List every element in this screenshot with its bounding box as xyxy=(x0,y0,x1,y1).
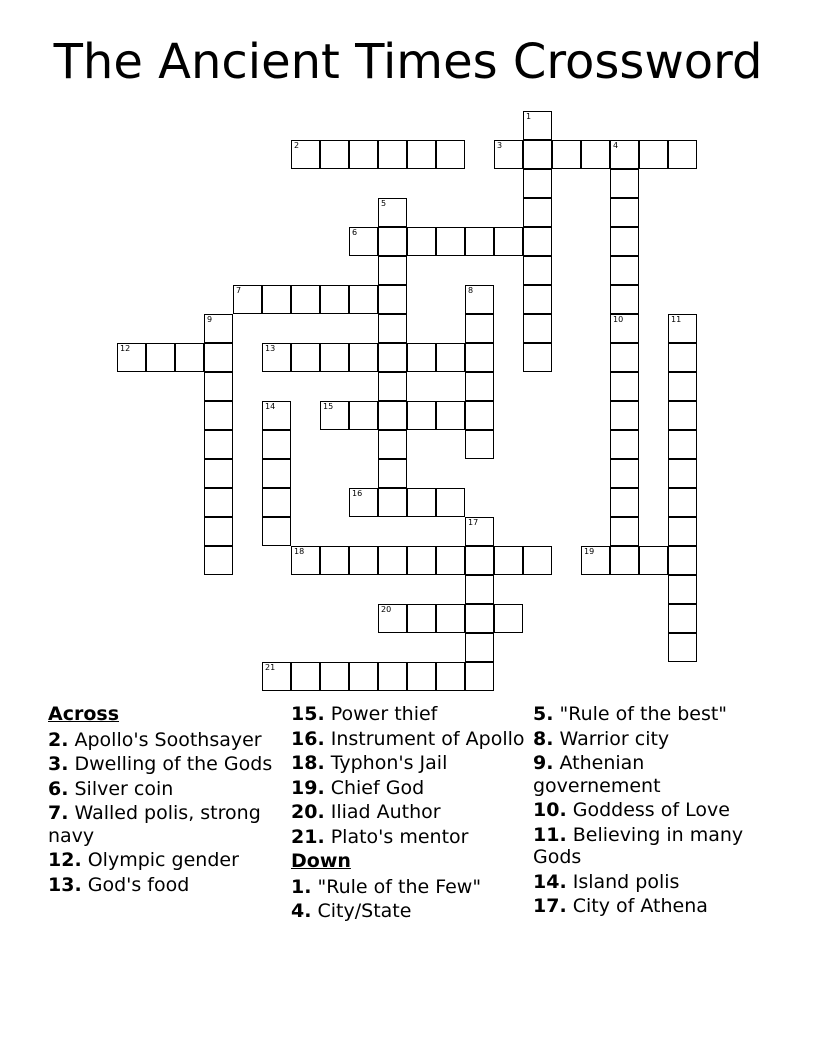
grid-cell[interactable] xyxy=(233,285,262,314)
clue-across-2: 2. Apollo's Soothsayer xyxy=(48,728,262,751)
grid-cell[interactable] xyxy=(378,546,407,575)
grid-cell[interactable] xyxy=(320,285,349,314)
grid-cell[interactable] xyxy=(610,198,639,227)
grid-cell[interactable] xyxy=(262,285,291,314)
cell-number: 18 xyxy=(294,547,305,556)
grid-cell[interactable] xyxy=(668,633,697,662)
grid-cell[interactable] xyxy=(378,198,407,227)
grid-cell[interactable] xyxy=(610,285,639,314)
grid-cell[interactable] xyxy=(175,343,204,372)
grid-cell[interactable] xyxy=(436,401,465,430)
grid-cell[interactable] xyxy=(204,372,233,401)
grid-cell[interactable] xyxy=(378,401,407,430)
grid-cell[interactable] xyxy=(523,343,552,372)
grid-cell[interactable] xyxy=(465,575,494,604)
clue-across-3: 3. Dwelling of the Gods xyxy=(48,753,273,775)
grid-cell[interactable] xyxy=(349,227,378,256)
grid-cell[interactable] xyxy=(407,662,436,691)
grid-cell[interactable] xyxy=(262,488,291,517)
grid-cell[interactable] xyxy=(436,546,465,575)
grid-cell[interactable] xyxy=(204,488,233,517)
grid-cell[interactable] xyxy=(465,604,494,633)
clue-across-21: 21. Plato's mentor xyxy=(291,825,469,848)
grid-cell[interactable] xyxy=(349,662,378,691)
grid-cell[interactable] xyxy=(349,488,378,517)
grid-cell[interactable] xyxy=(523,256,552,285)
cell-number: 6 xyxy=(352,228,358,237)
grid-cell[interactable] xyxy=(378,459,407,488)
grid-cell[interactable] xyxy=(610,401,639,430)
grid-cell[interactable] xyxy=(465,517,494,546)
grid-cell[interactable] xyxy=(610,343,639,372)
grid-cell[interactable] xyxy=(436,140,465,169)
clue-down-8: 8. Warrior city xyxy=(533,727,670,750)
grid-cell[interactable] xyxy=(291,140,320,169)
grid-cell[interactable] xyxy=(668,488,697,517)
clue-across-16: 16. Instrument of Apollo xyxy=(291,727,525,750)
grid-cell[interactable] xyxy=(668,314,697,343)
grid-cell[interactable] xyxy=(407,227,436,256)
cell-number: 14 xyxy=(265,402,276,411)
grid-cell[interactable] xyxy=(465,401,494,430)
clue-across-13: 13. God's food xyxy=(48,873,190,896)
grid-cell[interactable] xyxy=(494,546,523,575)
grid-cell[interactable] xyxy=(262,430,291,459)
grid-cell[interactable] xyxy=(436,343,465,372)
grid-cell[interactable] xyxy=(465,430,494,459)
grid-cell[interactable] xyxy=(378,140,407,169)
grid-cell[interactable] xyxy=(465,227,494,256)
grid-cell[interactable] xyxy=(581,140,610,169)
clue-down-5: 5. "Rule of the best" xyxy=(533,703,728,725)
clue-down-11: 11. Believing in many Gods xyxy=(533,823,744,868)
grid-cell[interactable] xyxy=(552,140,581,169)
cell-number: 9 xyxy=(207,315,213,324)
grid-cell[interactable] xyxy=(610,517,639,546)
clue-across-18: 18. Typhon's Jail xyxy=(291,752,448,774)
clue-down-10: 10. Goddess of Love xyxy=(533,799,730,821)
grid-cell[interactable] xyxy=(349,343,378,372)
grid-cell[interactable] xyxy=(204,459,233,488)
grid-cell[interactable] xyxy=(610,314,639,343)
grid-cell[interactable] xyxy=(610,372,639,401)
page-title: The Ancient Times Crossword xyxy=(53,34,763,90)
grid-cell[interactable] xyxy=(204,546,233,575)
grid-cell[interactable] xyxy=(610,430,639,459)
clue-column-2 xyxy=(291,703,531,925)
cell-number: 10 xyxy=(613,315,624,324)
grid-cell[interactable] xyxy=(610,459,639,488)
grid-cell[interactable] xyxy=(291,343,320,372)
grid-cell[interactable] xyxy=(204,401,233,430)
grid-cell[interactable] xyxy=(378,662,407,691)
cell-number: 15 xyxy=(323,402,334,411)
grid-cell[interactable] xyxy=(146,343,175,372)
grid-cell[interactable] xyxy=(436,488,465,517)
grid-cell[interactable] xyxy=(668,430,697,459)
grid-cell[interactable] xyxy=(349,546,378,575)
grid-cell[interactable] xyxy=(668,459,697,488)
grid-cell[interactable] xyxy=(378,343,407,372)
cell-number: 17 xyxy=(468,518,479,527)
grid-cell[interactable] xyxy=(668,517,697,546)
grid-cell[interactable] xyxy=(494,604,523,633)
grid-cell[interactable] xyxy=(378,256,407,285)
grid-cell[interactable] xyxy=(465,314,494,343)
grid-cell[interactable] xyxy=(668,401,697,430)
clue-across-20: 20. Iliad Author xyxy=(291,801,441,823)
grid-cell[interactable] xyxy=(117,343,146,372)
cell-number: 11 xyxy=(671,315,682,324)
grid-cell[interactable] xyxy=(668,372,697,401)
grid-cell[interactable] xyxy=(523,227,552,256)
grid-cell[interactable] xyxy=(349,285,378,314)
grid-cell[interactable] xyxy=(204,517,233,546)
cell-number: 8 xyxy=(468,286,474,295)
cell-number: 20 xyxy=(381,605,392,614)
grid-cell[interactable] xyxy=(523,198,552,227)
down-heading: Down xyxy=(291,850,351,872)
grid-cell[interactable] xyxy=(407,546,436,575)
grid-cell[interactable] xyxy=(407,140,436,169)
grid-cell[interactable] xyxy=(262,401,291,430)
grid-cell[interactable] xyxy=(668,604,697,633)
clue-down-9: 9. Athenian governement xyxy=(533,752,661,797)
grid-cell[interactable] xyxy=(668,343,697,372)
grid-cell[interactable] xyxy=(610,546,639,575)
grid-cell[interactable] xyxy=(291,285,320,314)
cell-number: 12 xyxy=(120,344,131,353)
clue-down-1: 1. "Rule of the Few" xyxy=(291,875,482,898)
grid-cell[interactable] xyxy=(523,169,552,198)
grid-cell[interactable] xyxy=(291,662,320,691)
grid-cell[interactable] xyxy=(204,343,233,372)
cell-number: 3 xyxy=(497,141,503,150)
grid-cell[interactable] xyxy=(320,662,349,691)
grid-cell[interactable] xyxy=(494,140,523,169)
clue-down-14: 14. Island polis xyxy=(533,870,680,893)
grid-cell[interactable] xyxy=(436,227,465,256)
clue-across-12: 12. Olympic gender xyxy=(48,849,239,871)
grid-cell[interactable] xyxy=(494,227,523,256)
grid-cell[interactable] xyxy=(204,314,233,343)
grid-cell[interactable] xyxy=(320,343,349,372)
grid-cell[interactable] xyxy=(639,546,668,575)
clue-down-4: 4. City/State xyxy=(291,900,412,922)
grid-cell[interactable] xyxy=(378,227,407,256)
grid-cell[interactable] xyxy=(610,227,639,256)
grid-cell[interactable] xyxy=(465,285,494,314)
cell-number: 16 xyxy=(352,489,363,498)
grid-cell[interactable] xyxy=(523,285,552,314)
grid-cell[interactable] xyxy=(581,546,610,575)
grid-cell[interactable] xyxy=(291,546,320,575)
grid-cell[interactable] xyxy=(523,111,552,140)
grid-cell[interactable] xyxy=(378,285,407,314)
clue-down-17: 17. City of Athena xyxy=(533,895,708,917)
grid-cell[interactable] xyxy=(465,662,494,691)
grid-cell[interactable] xyxy=(349,401,378,430)
grid-cell[interactable] xyxy=(378,372,407,401)
grid-cell[interactable] xyxy=(610,256,639,285)
grid-cell[interactable] xyxy=(262,662,291,691)
grid-cell[interactable] xyxy=(465,343,494,372)
grid-cell[interactable] xyxy=(465,546,494,575)
cell-number: 13 xyxy=(265,344,276,353)
grid-cell[interactable] xyxy=(349,140,378,169)
grid-cell[interactable] xyxy=(407,604,436,633)
grid-cell[interactable] xyxy=(523,546,552,575)
grid-cell[interactable] xyxy=(436,604,465,633)
cell-number: 21 xyxy=(265,663,276,672)
grid-cell[interactable] xyxy=(639,140,668,169)
grid-cell[interactable] xyxy=(668,575,697,604)
grid-cell[interactable] xyxy=(378,430,407,459)
grid-cell[interactable] xyxy=(407,488,436,517)
grid-cell[interactable] xyxy=(668,546,697,575)
grid-cell[interactable] xyxy=(378,488,407,517)
grid-cell[interactable] xyxy=(320,401,349,430)
grid-cell[interactable] xyxy=(523,140,552,169)
grid-cell[interactable] xyxy=(407,343,436,372)
grid-cell[interactable] xyxy=(262,517,291,546)
clue-across-7: 7. Walled polis, strong navy xyxy=(48,802,261,847)
cell-number: 4 xyxy=(613,141,619,150)
grid-cell[interactable] xyxy=(465,372,494,401)
grid-cell[interactable] xyxy=(610,488,639,517)
clue-column-3 xyxy=(533,703,773,920)
cell-number: 19 xyxy=(584,547,595,556)
grid-cell[interactable] xyxy=(262,459,291,488)
grid-cell[interactable] xyxy=(320,546,349,575)
grid-cell[interactable] xyxy=(610,140,639,169)
grid-cell[interactable] xyxy=(378,604,407,633)
grid-cell[interactable] xyxy=(320,140,349,169)
clue-column-1 xyxy=(48,703,288,898)
grid-cell[interactable] xyxy=(668,140,697,169)
grid-cell[interactable] xyxy=(465,633,494,662)
grid-cell[interactable] xyxy=(523,314,552,343)
cell-number: 7 xyxy=(236,286,242,295)
across-heading: Across xyxy=(48,703,120,725)
cell-number: 2 xyxy=(294,141,300,150)
cell-number: 1 xyxy=(526,112,532,121)
clue-across-19: 19. Chief God xyxy=(291,776,425,799)
clue-across-15: 15. Power thief xyxy=(291,703,438,725)
grid-cell[interactable] xyxy=(262,343,291,372)
cell-number: 5 xyxy=(381,199,387,208)
grid-cell[interactable] xyxy=(407,401,436,430)
grid-cell[interactable] xyxy=(378,314,407,343)
grid-cell[interactable] xyxy=(204,430,233,459)
clue-across-6: 6. Silver coin xyxy=(48,777,174,800)
grid-cell[interactable] xyxy=(436,662,465,691)
grid-cell[interactable] xyxy=(610,169,639,198)
